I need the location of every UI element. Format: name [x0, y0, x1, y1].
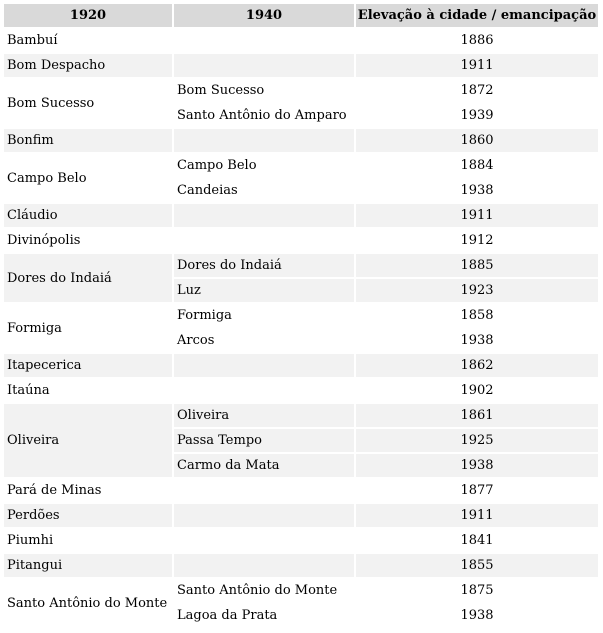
table-row — [4, 479, 598, 502]
municipality-1940 — [174, 529, 354, 552]
municipality-1940 — [174, 554, 354, 577]
table-row — [4, 529, 598, 552]
municipality-1920: Bambuí — [4, 29, 172, 52]
municipality-1920: Santo Antônio do Monte — [4, 579, 172, 627]
table-row — [4, 29, 598, 52]
table-row — [4, 579, 598, 602]
elevation-year: 1912 — [356, 229, 598, 252]
table-row — [4, 554, 598, 577]
municipality-1940: Santo Antônio do Monte — [174, 579, 354, 602]
municipality-1940: Santo Antônio do Amparo — [174, 104, 354, 127]
header-1940: 1940 — [174, 4, 354, 27]
table-row — [4, 229, 598, 252]
header-1920: 1920 — [4, 4, 172, 27]
table-row — [4, 379, 598, 402]
elevation-year: 1911 — [356, 54, 598, 77]
elevation-year: 1885 — [356, 254, 598, 277]
municipality-1940 — [174, 379, 354, 402]
elevation-year: 1938 — [356, 454, 598, 477]
elevation-year: 1861 — [356, 404, 598, 427]
municipality-1940: Candeias — [174, 179, 354, 202]
municipality-1920: Bonfim — [4, 129, 172, 152]
table-row — [4, 154, 598, 177]
elevation-year: 1855 — [356, 554, 598, 577]
municipality-1940 — [174, 479, 354, 502]
elevation-year: 1858 — [356, 304, 598, 327]
table-row — [4, 54, 598, 77]
elevation-year: 1938 — [356, 179, 598, 202]
municipality-1940 — [174, 204, 354, 227]
municipality-1920: Piumhi — [4, 529, 172, 552]
municipality-1940: Passa Tempo — [174, 429, 354, 452]
municipality-1920: Campo Belo — [4, 154, 172, 202]
table-row — [4, 79, 598, 102]
elevation-year: 1877 — [356, 479, 598, 502]
municipality-1920: Cláudio — [4, 204, 172, 227]
elevation-year: 1902 — [356, 379, 598, 402]
municipality-1940 — [174, 229, 354, 252]
table-row — [4, 354, 598, 377]
elevation-year: 1862 — [356, 354, 598, 377]
table-row — [4, 204, 598, 227]
municipality-1940 — [174, 54, 354, 77]
municipality-1940: Formiga — [174, 304, 354, 327]
municipality-1920: Perdões — [4, 504, 172, 527]
elevation-year: 1872 — [356, 79, 598, 102]
municipality-1940: Bom Sucesso — [174, 79, 354, 102]
elevation-year: 1939 — [356, 104, 598, 127]
table-row — [4, 254, 598, 277]
municipality-1940 — [174, 504, 354, 527]
elevation-year: 1860 — [356, 129, 598, 152]
elevation-year: 1911 — [356, 204, 598, 227]
municipality-1920: Itaúna — [4, 379, 172, 402]
elevation-year: 1938 — [356, 604, 598, 627]
elevation-year: 1911 — [356, 504, 598, 527]
municipality-1920: Formiga — [4, 304, 172, 352]
table-row — [4, 504, 598, 527]
table-body — [4, 29, 598, 627]
municipality-1940: Luz — [174, 279, 354, 302]
table-row — [4, 304, 598, 327]
municipality-1920: Divinópolis — [4, 229, 172, 252]
elevation-year: 1925 — [356, 429, 598, 452]
municipality-1920: Dores do Indaiá — [4, 254, 172, 302]
municipality-1940 — [174, 29, 354, 52]
elevation-year: 1886 — [356, 29, 598, 52]
municipality-1920: Bom Sucesso — [4, 79, 172, 127]
municipality-1940: Lagoa da Prata — [174, 604, 354, 627]
header-elevation: Elevação à cidade / emancipação — [356, 4, 598, 27]
municipality-1920: Pitangui — [4, 554, 172, 577]
municipality-1920: Bom Despacho — [4, 54, 172, 77]
municipality-1940: Dores do Indaiá — [174, 254, 354, 277]
header-row — [4, 4, 598, 27]
municipalities-table — [2, 2, 600, 629]
municipality-1940: Oliveira — [174, 404, 354, 427]
municipality-1940 — [174, 129, 354, 152]
table-row — [4, 129, 598, 152]
municipality-1920: Oliveira — [4, 404, 172, 477]
municipality-1940: Carmo da Mata — [174, 454, 354, 477]
municipality-1920: Itapecerica — [4, 354, 172, 377]
elevation-year: 1938 — [356, 329, 598, 352]
elevation-year: 1875 — [356, 579, 598, 602]
elevation-year: 1841 — [356, 529, 598, 552]
municipality-1940 — [174, 354, 354, 377]
elevation-year: 1884 — [356, 154, 598, 177]
municipality-1940: Campo Belo — [174, 154, 354, 177]
elevation-year: 1923 — [356, 279, 598, 302]
municipality-1940: Arcos — [174, 329, 354, 352]
table-row — [4, 404, 598, 427]
municipality-1920: Pará de Minas — [4, 479, 172, 502]
